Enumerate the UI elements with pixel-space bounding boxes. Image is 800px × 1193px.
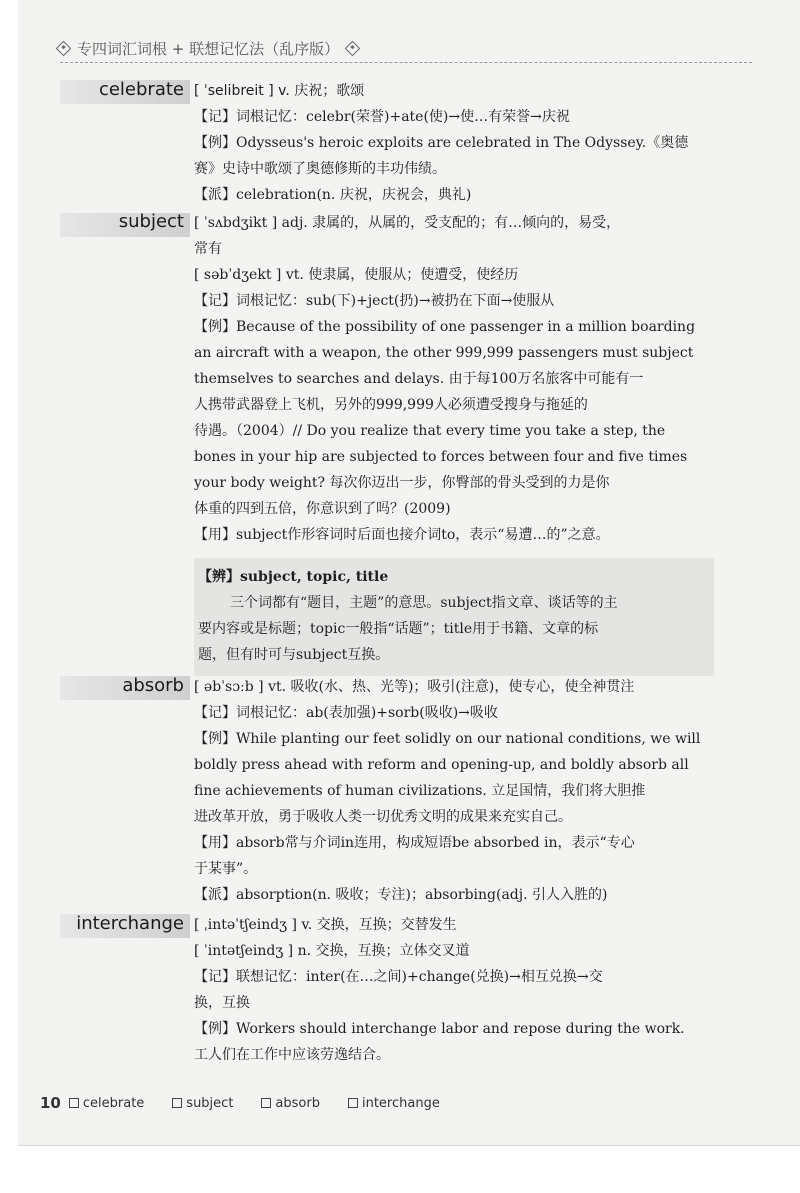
note-line: 题，但有时可与subject互换。 <box>198 647 390 663</box>
definition-line: [ ˈselibreit ] v. 庆祝；歌颂 <box>194 83 365 99</box>
usage-line: 【用】subject作形容词时后面也接介词to，表示“易遭…的”之意。 <box>194 527 610 543</box>
book-page <box>18 0 800 1146</box>
example-line: 工人们在工作中应该劳逸结合。 <box>194 1047 390 1063</box>
memory-line: 【记】词根记忆：sub(下)+ject(扔)→被扔在下面→使服从 <box>194 293 555 309</box>
example-line: fine achievements of human civilizations. 立足国情，我们将大胆推 <box>194 783 646 799</box>
definition-line: [ ˈsʌbdʒikt ] adj. 隶属的，从属的，受支配的；有…倾向的，易受， <box>194 215 621 231</box>
definition-line: 常有 <box>194 241 222 257</box>
headword: subject <box>118 211 184 232</box>
footer-checklist-item <box>69 1094 144 1112</box>
footer-word: celebrate <box>82 1095 145 1111</box>
entry-body <box>194 78 714 208</box>
diamond-bullet-icon <box>345 41 361 57</box>
note-title: 【辨】subject, topic, title <box>198 569 389 585</box>
footer-word: interchange <box>361 1095 440 1111</box>
example-line: 人携带武器登上飞机，另外的999,999人必须遭受搜身与拖延的 <box>194 397 588 413</box>
headword: absorb <box>122 675 184 696</box>
derivative-line: 【派】absorption(n. 吸收；专注)；absorbing(adj. 引人入胜的) <box>194 887 608 903</box>
example-line: 【例】Because of the possibility of one passenger in a million boarding <box>194 319 696 335</box>
page-footer <box>40 1094 740 1112</box>
definition-line: [ əbˈsɔːb ] vt. 吸收(水、热、光等)；吸引(注意)，使专心，使全神贯注 <box>194 679 635 695</box>
definition-line: [ ˌintəˈtʃeindʒ ] v. 交换，互换；交替发生 <box>194 917 457 933</box>
example-line: 赛》史诗中歌颂了奥德修斯的丰功伟绩。 <box>194 161 446 177</box>
example-line: 进改革开放，勇于吸收人类一切优秀文明的成果来充实自己。 <box>194 809 572 825</box>
example-line: your body weight? 每次你迈出一步，你臀部的骨头受到的力是你 <box>194 475 610 491</box>
page-number: 10 <box>40 1094 61 1112</box>
memory-line: 换，互换 <box>194 995 250 1011</box>
header-title: 专四词汇词根 + 联想记忆法（乱序版） <box>77 40 340 58</box>
memory-line: 【记】词根记忆：celebr(荣誉)+ate(使)→使…有荣誉→庆祝 <box>194 109 570 125</box>
checkbox-square-icon <box>261 1098 271 1108</box>
entry-body <box>194 210 714 548</box>
footer-checklist-item <box>172 1094 233 1112</box>
memory-line: 【记】词根记忆：ab(表加强)+sorb(吸收)→吸收 <box>194 705 498 721</box>
footer-checklist-item <box>261 1094 320 1112</box>
note-line: 三个词都有“题目，主题”的意思。subject指文章、谈话等的主 <box>230 595 618 611</box>
header-rule <box>60 62 752 63</box>
footer-word: absorb <box>275 1095 320 1111</box>
entry-body <box>194 674 714 908</box>
usage-line: 【用】absorb常与介词in连用，构成短语be absorbed in，表示“专心 <box>194 835 635 851</box>
example-line: 【例】While planting our feet solidly on our national conditions, we will <box>194 731 701 747</box>
example-line: an aircraft with a weapon, the other 999,999 passengers must subject <box>194 345 694 361</box>
example-line: themselves to searches and delays. 由于每100万名旅客中可能有一 <box>194 371 644 387</box>
note-line: 要内容或是标题；topic一般指“话题”；title用于书籍、文章的标 <box>198 621 599 637</box>
example-line: boldly press ahead with reform and opening-up, and boldly absorb all <box>194 757 689 773</box>
footer-word: subject <box>186 1095 234 1111</box>
distinction-note <box>194 558 714 676</box>
example-line: 待遇。（2004）// Do you realize that every time you take a step, the <box>194 423 666 439</box>
definition-line: [ ˈintətʃeindʒ ] n. 交换，互换；立体交叉道 <box>194 943 470 959</box>
derivative-line: 【派】celebration(n. 庆祝，庆祝会，典礼) <box>194 187 472 203</box>
checkbox-square-icon <box>69 1098 79 1108</box>
usage-line: 于某事”。 <box>194 861 258 877</box>
footer-checklist-item <box>348 1094 440 1112</box>
memory-line: 【记】联想记忆：inter(在…之间)+change(兑换)→相互兑换→交 <box>194 969 603 985</box>
example-line: 【例】Workers should interchange labor and repose during the work. <box>194 1021 685 1037</box>
running-head <box>58 38 358 59</box>
definition-line: [ səbˈdʒekt ] vt. 使隶属，使服从；使遭受，使经历 <box>194 267 519 283</box>
entry-body <box>194 912 714 1068</box>
headword: interchange <box>76 913 184 934</box>
example-line: 体重的四到五倍，你意识到了吗？(2009) <box>194 501 451 517</box>
example-line: bones in your hip are subjected to forces between four and five times <box>194 449 688 465</box>
example-line: 【例】Odysseus's heroic exploits are celebrated in The Odyssey.《奥德 <box>194 135 689 151</box>
headword: celebrate <box>98 79 184 100</box>
diamond-bullet-icon <box>56 41 72 57</box>
checkbox-square-icon <box>172 1098 182 1108</box>
checkbox-square-icon <box>348 1098 358 1108</box>
